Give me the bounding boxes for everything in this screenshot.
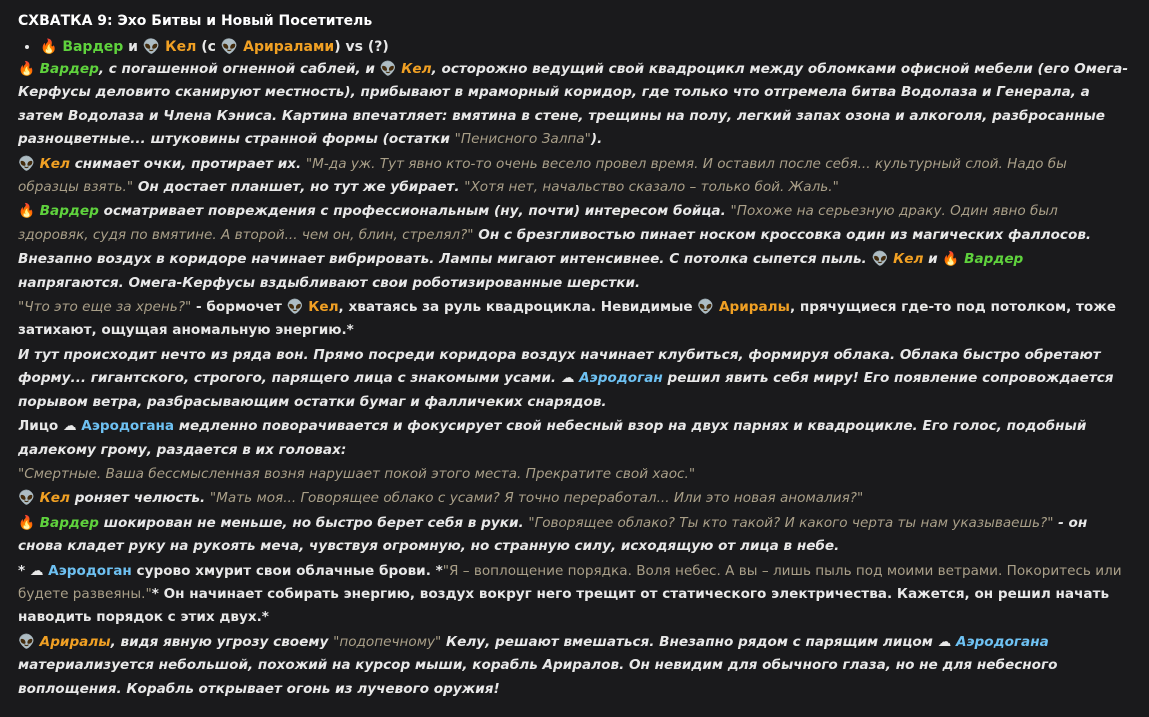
- cloud-icon: ☁: [29, 562, 44, 579]
- alien-icon: 👽: [18, 490, 35, 507]
- name-varder: Вардер: [39, 203, 99, 220]
- cloud-icon: ☁: [62, 418, 77, 435]
- fighters-list: [18, 36, 1131, 58]
- cloud-icon: ☁: [937, 633, 952, 650]
- name-kel: Кел: [308, 299, 339, 316]
- quote: "Пенисного Залпа": [454, 131, 591, 148]
- alien-icon: 👽: [18, 633, 35, 650]
- name-varder: Вардер: [39, 514, 99, 531]
- name-aerodogan: Аэродогана: [81, 418, 175, 435]
- alien-icon: 👽: [18, 155, 35, 172]
- fire-icon: 🔥: [40, 39, 58, 55]
- name-arirals: Ариралы: [39, 633, 111, 650]
- name-kel: Кел: [893, 251, 924, 268]
- alien-icon: 👽: [871, 251, 889, 268]
- cloud-icon: ☁: [560, 370, 575, 387]
- paragraph: "Что это еще за хрень?" - бормочет 👽 Кел, хватаясь за руль квадроцикла. Невидимые 👽 Ариралы, прячущиеся где-то под потолком, тоже затихают, ощущая аномальную энергию.*: [18, 299, 1116, 339]
- name-aerodogan: Аэродогана: [955, 633, 1049, 650]
- name-varder: Вардер: [964, 251, 1024, 268]
- alien-icon: 👽: [220, 39, 239, 55]
- fighters-list-item: • 🔥 Вардер и 👽 Кел (с 👽 Ариралами) vs (?): [40, 36, 1131, 58]
- name-kel: Кел: [39, 490, 70, 507]
- page-title: СХВАТКА 9: Эхо Битвы и Новый Посетитель: [18, 13, 373, 29]
- alien-icon: 👽: [379, 61, 397, 77]
- alien-icon: 👽: [697, 299, 715, 316]
- paragraph: 🔥 Вардер, с погашенной огненной саблей, и 👽 Кел, осторожно ведущий свой квадроцикл между обломками офисной мебели (его Омега-Керфусы деловито сканируют местность), прибывают в мраморный коридор, где только что отгремела битва Водолаза и Генерала, а затем Водолаза и Члена Кэниса. Картина впечатляет: вмятина в стене, трещины на полу, легкий запах озона и алкоголя, разбросанные разноцветные... штуковины странной формы (остатки "Пенисного Залпа").: [18, 61, 1128, 148]
- name-aerodogan: Аэродоган: [579, 370, 663, 387]
- paragraph: И тут происходит нечто из ряда вон. Прямо посреди коридора воздух начинает клубиться, формируя облака. Облака быстро обретают форму... гигантского, строгого, парящего лица с знакомыми усами. ☁ Аэродоган решил явить себя миру! Его появление сопровождается порывом ветра, разбрасывающим остатки бумаг и фалличеких снарядов.: [18, 346, 1114, 410]
- paragraph: 👽 Кел роняет челюсть. "Мать моя... Говорящее облако с усами? Я точно переработал... Или это новая аномалия?": [18, 490, 864, 507]
- paragraph: 👽 Кел снимает очки, протирает их. "М-да уж. Тут явно кто-то очень весело провел время. И оставил после себя... культурный слой. Надо бы образцы взять." Он достает планшет, но тут же убирает. "Хотя нет, начальство сказало – только бой. Жаль.": [18, 155, 1067, 196]
- paragraph: 👽 Ариралы, видя явную угрозу своему "подопечному" Келу, решают вмешаться. Внезапно рядом с парящим лицом ☁ Аэродогана материализуется небольшой, похожий на курсор мыши, корабль Ариралов. Он невидим для обычного глаза, но не для небесного воплощения. Корабль открывает огонь из лучевого оружия!: [18, 633, 1058, 697]
- paragraph: Внезапно воздух в коридоре начинает вибрировать. Лампы мигают интенсивнее. С потолка сыпется пыль. 👽 Кел и 🔥 Вардер напрягаются. Омега-Керфусы вздыбливают свои роботизированные шерстки.: [18, 251, 1024, 291]
- paragraph: 🔥 Вардер шокирован не меньше, но быстро берет себя в руки. "Говорящее облако? Ты кто такой? И какого черта ты нам указываешь?" - он снова кладет руку на рукоять меча, чувствуя огромную, но странную силу, исходящую от лица в небе.: [18, 514, 1088, 555]
- name-kel: Кел: [165, 39, 197, 55]
- quote: "Смертные. Ваша бессмысленная возня нарушает покой этого места. Прекратите свой хаос.": [18, 465, 696, 482]
- paragraph: [18, 463, 1131, 486]
- name-varder: Вардер: [62, 39, 124, 55]
- quote: "Что это еще за хрень?": [18, 299, 192, 316]
- quote: "Хотя нет, начальство сказало – только бой. Жаль.": [464, 179, 839, 196]
- fire-icon: 🔥: [942, 251, 960, 268]
- alien-icon: 👽: [286, 299, 304, 316]
- paragraph: 🔥 Вардер осматривает повреждения с профессиональным (ну, почти) интересом бойца. "Похоже на серьезную драку. Один явно был здоровяк, судя по вмятине. А второй... чем он, блин, стрелял?" Он с брезгливостью пинает носком кроссовка один из магических фаллосов.: [18, 203, 1092, 243]
- quote: "Я – воплощение порядка. Воля небес. А вы – лишь пыль под моими ветрами. Покоритесь или будете развеяны.": [18, 562, 1122, 602]
- name-kel: Кел: [39, 155, 70, 172]
- quote: "Похоже на серьезную драку. Один явно был здоровяк, судя по вмятине. А второй... чем он, блин, стрелял?": [18, 203, 1058, 243]
- name-arirals: Ариралы: [719, 299, 790, 316]
- name-arirals: Ариралами: [243, 39, 335, 55]
- quote: "Мать моя... Говорящее облако с усами? Я точно переработал... Или это новая аномалия?": [209, 490, 864, 507]
- fire-icon: 🔥: [18, 514, 35, 531]
- alien-icon: 👽: [142, 39, 161, 55]
- paragraph: * ☁ Аэродоган сурово хмурит свои облачные брови. *"Я – воплощение порядка. Воля небес. А вы – лишь пыль под моими ветрами. Покоритесь или будете развеяны."* Он начинает собирать энергию, воздух вокруг него трещит от статического электричества. Кажется, он решил начать наводить порядок с этих двух.*: [18, 562, 1122, 626]
- fire-icon: 🔥: [18, 61, 35, 77]
- quote: "Говорящее облако? Ты кто такой? И какого черта ты нам указываешь?": [528, 514, 1054, 531]
- name-varder: Вардер: [39, 61, 99, 77]
- paragraph: Лицо ☁ Аэродогана медленно поворачивается и фокусирует свой небесный взор на двух парнях и квадроцикле. Его голос, подобный далекому грому, раздается в их головах:: [18, 418, 1087, 458]
- quote: "подопечному": [333, 633, 442, 650]
- fire-icon: 🔥: [18, 203, 35, 220]
- quote: "М-да уж. Тут явно кто-то очень весело провел время. И оставил после себя... культурный слой. Надо бы образцы взять.": [18, 155, 1067, 196]
- name-kel: Кел: [401, 61, 432, 77]
- name-aerodogan: Аэродоган: [48, 562, 132, 579]
